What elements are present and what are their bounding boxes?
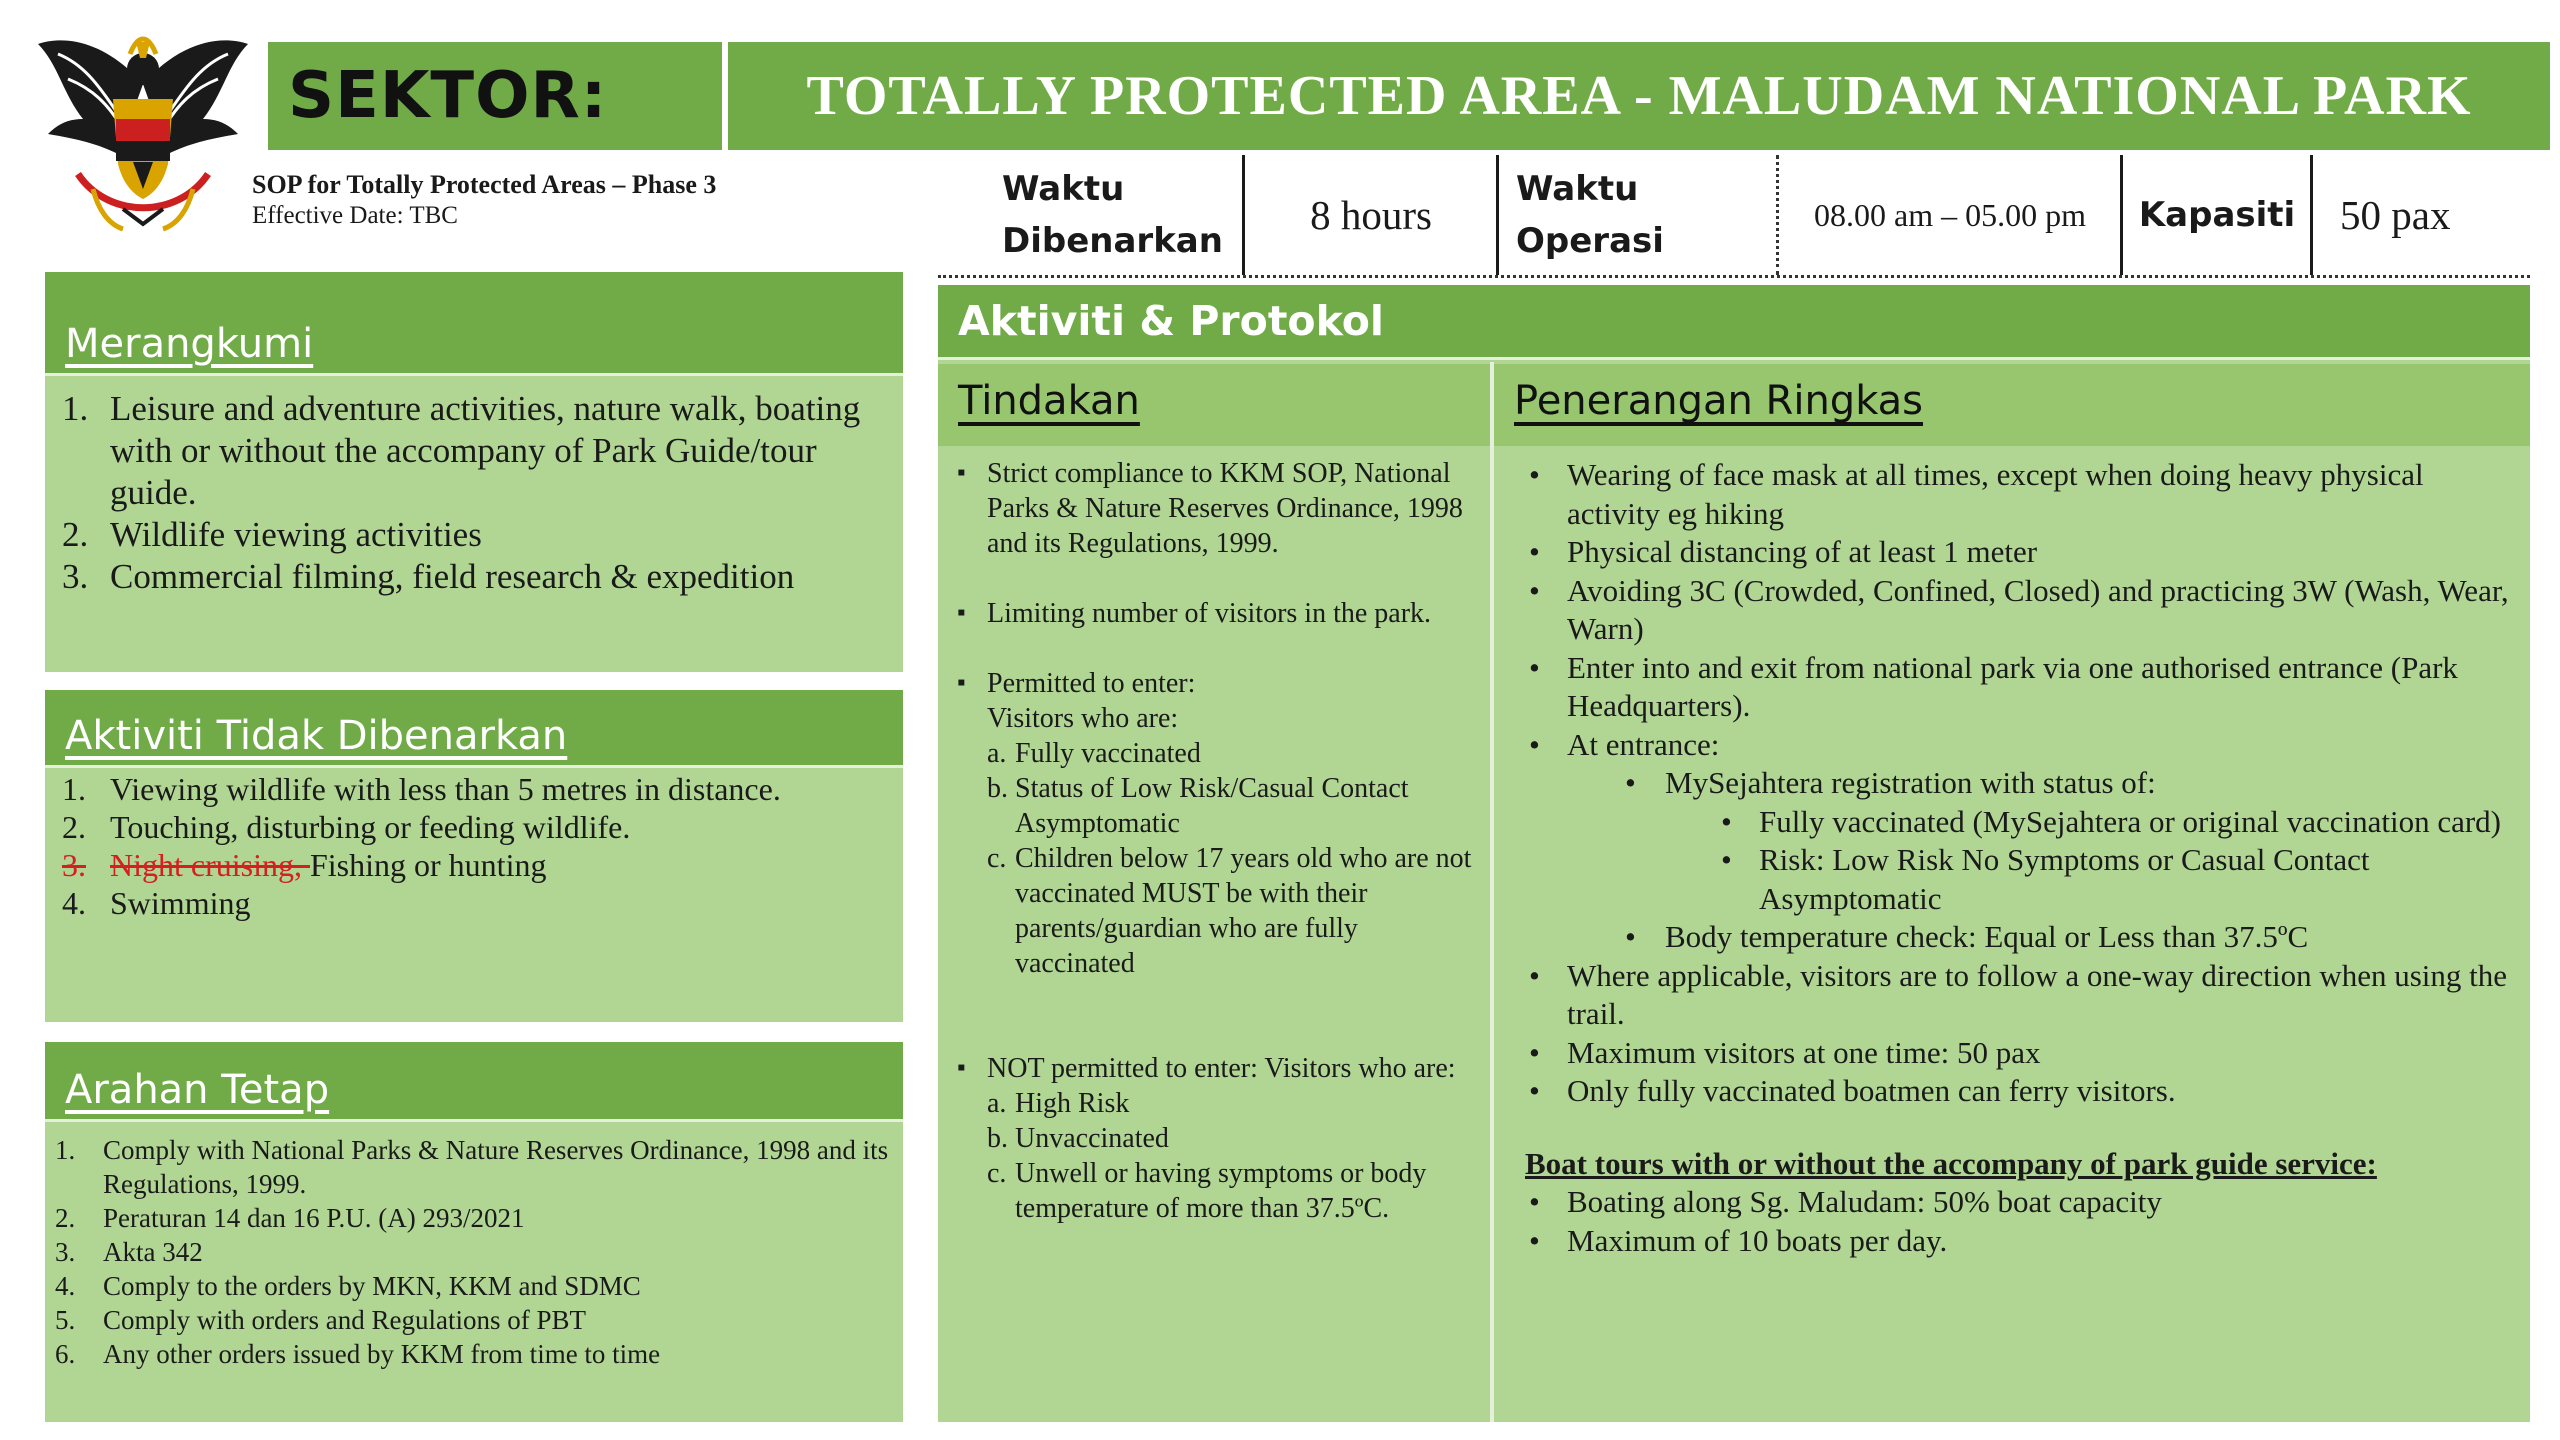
tindakan-subitem: [987, 736, 1482, 771]
merangkumi-list: [62, 388, 892, 598]
waktu-dibenarkan-value: 8 hours: [1310, 192, 1432, 238]
list-item-number: 6.: [55, 1339, 76, 1369]
tindakan-item: [957, 666, 1482, 981]
list-item-number: 2.: [55, 1203, 76, 1233]
penerangan-item-text: Boating along Sg. Maludam: 50% boat capacity: [1567, 1184, 2162, 1219]
penerangan-item-text: Enter into and exit from national park via one authorised entrance (Park Headquarters).: [1567, 649, 2458, 723]
aktiviti-protokol-title: Aktiviti & Protokol: [958, 297, 1384, 345]
list-item: [55, 1235, 895, 1269]
penerangan-subsubitem: [1525, 803, 2520, 842]
penerangan-item: [1525, 726, 2520, 765]
waktu-operasi-value-cell: [1780, 155, 2120, 275]
kapasiti-value-cell: [2340, 155, 2530, 275]
penerangan-item: [1525, 649, 2520, 726]
list-item-number: 5.: [55, 1305, 76, 1335]
info-divider: [1776, 155, 1779, 275]
list-item: [55, 1201, 895, 1235]
penerangan-subitem: [1525, 764, 2520, 803]
subitem-text: Unwell or having symptoms or body temperature of more than 37.5ºC.: [1015, 1158, 1427, 1224]
page-title: TOTALLY PROTECTED AREA - MALUDAM NATIONAL PARK: [806, 65, 2472, 127]
list-item-text: Viewing wildlife with less than 5 metres in distance.: [110, 771, 781, 807]
merangkumi-header: [45, 272, 903, 376]
tindakan-list: [957, 456, 1482, 1226]
subitem-letter: b.: [987, 1123, 1008, 1154]
tindakan-subitem: [987, 1121, 1482, 1156]
list-item-number: 4.: [55, 1271, 76, 1301]
penerangan-item: [1525, 1183, 2520, 1222]
subitem-letter: c.: [987, 1158, 1007, 1189]
list-item: [62, 770, 892, 808]
tindakan-subitem: [987, 841, 1482, 981]
subitem-text: Status of Low Risk/Casual Contact Asymptomatic: [1015, 773, 1409, 839]
list-item-text: Wildlife viewing activities: [110, 515, 482, 554]
list-item-text: Swimming: [110, 885, 251, 921]
list-item-text: Peraturan 14 dan 16 P.U. (A) 293/2021: [103, 1203, 525, 1233]
arahan-tetap-header: [45, 1042, 903, 1122]
waktu-operasi-label: [1516, 155, 1776, 275]
list-item: [55, 1133, 895, 1201]
penerangan-item: [1525, 533, 2520, 572]
list-item-text: Comply with orders and Regulations of PBT: [103, 1305, 586, 1335]
tindakan-item: [957, 456, 1482, 561]
list-item-number: 3.: [62, 557, 89, 596]
sektor-label: SEKTOR:: [288, 59, 608, 133]
penerangan-list: [1525, 456, 2520, 1260]
kapasiti-label: Kapasiti: [2138, 195, 2296, 235]
penerangan-subsubitem-text: Risk: Low Risk No Symptoms or Casual Contact Asymptomatic: [1759, 842, 2370, 916]
penerangan-item-text: At entrance:: [1567, 726, 1720, 762]
info-row-rule: [938, 275, 2530, 278]
info-divider: [2120, 155, 2123, 275]
sektor-label-box: [268, 42, 722, 150]
info-divider: [1496, 155, 1499, 275]
list-item-number: 2.: [62, 809, 86, 845]
penerangan-title: Penerangan Ringkas: [1514, 378, 1924, 424]
list-item: [55, 1337, 895, 1371]
subitem-letter: b.: [987, 773, 1008, 804]
list-item: [62, 884, 892, 922]
list-item-text: Comply to the orders by MKN, KKM and SDMC: [103, 1271, 641, 1301]
penerangan-item-text: Wearing of face mask at all times, except when doing heavy physical activity eg hiking: [1567, 457, 2424, 531]
arahan-tetap-title: Arahan Tetap: [65, 1067, 330, 1113]
subitem-text: Unvaccinated: [1015, 1123, 1169, 1154]
penerangan-item: [1525, 572, 2520, 649]
subitem-text: Fully vaccinated: [1015, 738, 1201, 769]
list-item-text: Comply with National Parks & Nature Reserves Ordinance, 1998 and its Regulations, 1999.: [103, 1135, 889, 1199]
subitem-text: Children below 17 years old who are not vaccinated MUST be with their parents/guardian who are fully vaccinated: [1015, 843, 1472, 979]
subitem-text: High Risk: [1015, 1088, 1130, 1119]
penerangan-item: [1525, 1034, 2520, 1073]
tindakan-item-text: Strict compliance to KKM SOP, National Parks & Nature Reserves Ordinance, 1998 and its Regulations, 1999.: [987, 458, 1463, 559]
penerangan-item-text: Maximum of 10 boats per day.: [1567, 1222, 1948, 1258]
aktiviti-tidak-title: Aktiviti Tidak Dibenarkan: [65, 713, 568, 759]
subitem-letter: a.: [987, 1088, 1007, 1119]
tindakan-item: [957, 596, 1482, 631]
arahan-tetap-list: [55, 1133, 895, 1371]
tindakan-item: [957, 1051, 1482, 1226]
penerangan-item-text: Avoiding 3C (Crowded, Confined, Closed) and practicing 3W (Wash, Wear, Warn): [1567, 572, 2509, 646]
list-item-number-struck: 3.: [62, 847, 86, 883]
info-divider: [1242, 155, 1245, 275]
sarawak-crest-logo: [38, 24, 248, 236]
penerangan-header: [1494, 364, 2530, 446]
tindakan-title: Tindakan: [958, 378, 1140, 424]
list-item-text: Any other orders issued by KKM from time to time: [103, 1339, 661, 1369]
list-item-text: Commercial filming, field research & expedition: [110, 557, 795, 596]
list-item: [55, 1303, 895, 1337]
boat-tours-heading: Boat tours with or without the accompany of park guide service:: [1525, 1145, 2377, 1181]
penerangan-item: [1525, 1222, 2520, 1261]
effective-date: Effective Date: TBC: [252, 202, 458, 229]
tindakan-subitem: [987, 1086, 1482, 1121]
tindakan-item-text: ▪ NOT permitted to enter: Visitors who are:: [987, 1053, 1456, 1084]
waktu-dibenarkan-value-cell: [1246, 155, 1496, 275]
kapasiti-value: 50 pax: [2340, 192, 2451, 238]
waktu-operasi-value: 08.00 am – 05.00 pm: [1814, 196, 2086, 233]
list-item-number: 1.: [62, 389, 89, 428]
tindakan-item-text: Limiting number of visitors in the park.: [987, 598, 1432, 629]
list-item-number: 2.: [62, 515, 89, 554]
list-item-text: Leisure and adventure activities, nature walk, boating with or without the accompany of Park Guide/tour guide.: [110, 389, 861, 512]
waktu-operasi-label-line1: Waktu: [1516, 169, 1639, 209]
tindakan-header: [938, 364, 1490, 446]
penerangan-subitem-text: MySejahtera registration with status of:: [1665, 765, 2156, 800]
penerangan-subsubitem: [1525, 841, 2520, 918]
info-divider: [2310, 155, 2313, 275]
waktu-operasi-label-line2: Operasi: [1516, 221, 1664, 261]
merangkumi-title: Merangkumi: [65, 321, 314, 367]
sop-title: SOP for Totally Protected Areas – Phase 3: [252, 170, 717, 199]
list-item-number: 1.: [62, 771, 86, 807]
aktiviti-protokol-header: [938, 285, 2530, 360]
waktu-dibenarkan-label-line1: Waktu: [1002, 169, 1125, 209]
list-item: [62, 514, 892, 556]
kapasiti-label-cell: [2124, 155, 2310, 275]
penerangan-item-text: Only fully vaccinated boatmen can ferry visitors.: [1567, 1073, 2176, 1108]
tindakan-item-intro: Visitors who are:: [987, 703, 1179, 734]
list-item-text: Fishing or hunting: [309, 847, 547, 883]
list-item: [62, 388, 892, 514]
subitem-letter: a.: [987, 738, 1007, 769]
column-divider: [1490, 362, 1494, 1422]
list-item-text: Akta 342: [103, 1237, 203, 1267]
aktiviti-tidak-list: [62, 770, 892, 922]
penerangan-item-text: Physical distancing of at least 1 meter: [1567, 534, 2038, 569]
list-item: [55, 1269, 895, 1303]
subitem-letter: c.: [987, 843, 1007, 874]
penerangan-item: [1525, 957, 2520, 1034]
list-item: [62, 808, 892, 846]
penerangan-item: [1525, 1072, 2520, 1111]
list-item-text: Touching, disturbing or feeding wildlife.: [110, 809, 631, 845]
penerangan-subitem: [1525, 918, 2520, 957]
struck-text: Night cruising,: [110, 847, 310, 883]
tindakan-subitem: [987, 1156, 1482, 1226]
tindakan-subitem: [987, 771, 1482, 841]
list-item: [62, 846, 892, 884]
list-item-number: 3.: [55, 1237, 76, 1267]
penerangan-item-text: Maximum visitors at one time: 50 pax: [1567, 1034, 2041, 1070]
penerangan-item: [1525, 456, 2520, 533]
penerangan-subsubitem-text: Fully vaccinated (MySejahtera or original vaccination card): [1759, 803, 2501, 839]
page-title-box: [728, 42, 2550, 150]
penerangan-subitem-text: Body temperature check: Equal or Less than 37.5ºC: [1665, 919, 2309, 954]
list-item-number: 4.: [62, 885, 86, 921]
tindakan-item-text: ▪ Permitted to enter:: [987, 668, 1196, 699]
list-item-number: 1.: [55, 1135, 76, 1165]
waktu-dibenarkan-label: [1002, 155, 1242, 275]
waktu-dibenarkan-label-line2: Dibenarkan: [1002, 221, 1223, 261]
list-item: [62, 556, 892, 598]
penerangan-item-text: Where applicable, visitors are to follow a one-way direction when using the trail.: [1567, 957, 2508, 1031]
aktiviti-tidak-header: [45, 690, 903, 768]
